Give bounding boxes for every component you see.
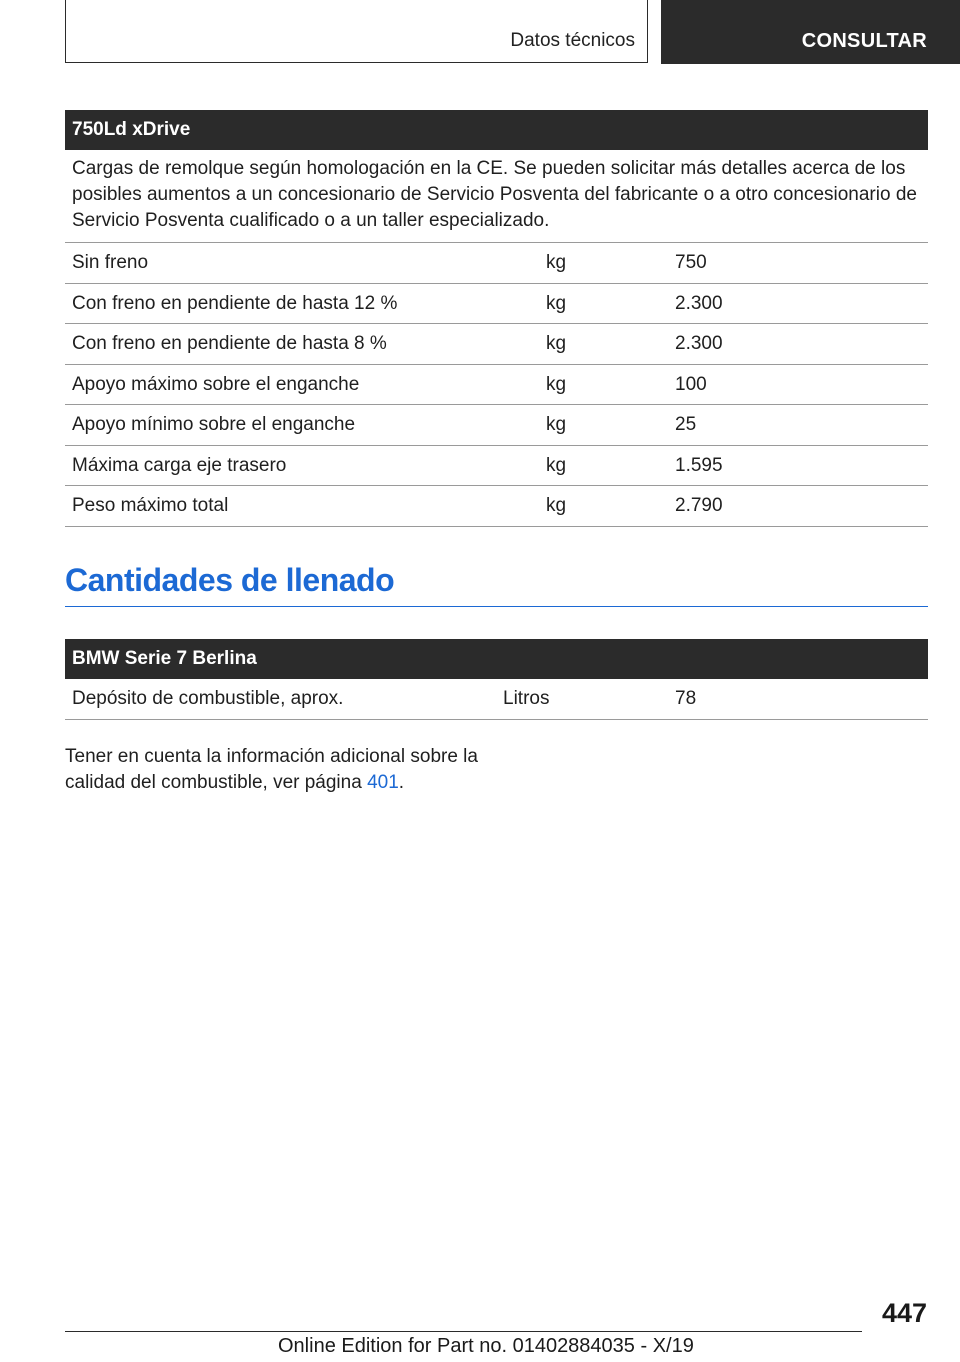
row-unit: kg: [546, 292, 567, 314]
table-row: [65, 486, 928, 527]
row-label: Con freno en pendiente de hasta 12 %: [72, 292, 398, 314]
row-label: Máxima carga eje trasero: [72, 454, 287, 476]
row-unit: kg: [546, 373, 567, 395]
row-value: 2.300: [675, 292, 723, 314]
row-unit: kg: [546, 414, 567, 435]
row-value: 2.300: [675, 333, 723, 354]
row-value: 25: [675, 414, 697, 435]
section-title: Cantidades de llenado: [65, 562, 928, 607]
header-tab-label: CONSULTAR: [801, 30, 927, 52]
row-value: 2.790: [675, 495, 723, 516]
table-row: [65, 284, 928, 325]
footer-edition: Online Edition for Part no. 01402884035 - X/19: [278, 1335, 694, 1357]
row-unit: kg: [546, 333, 567, 354]
table-row: [65, 446, 928, 487]
row-unit: kg: [546, 454, 567, 476]
table-title: BMW Serie 7 Berlina: [65, 639, 928, 679]
page-number: 447: [881, 1298, 927, 1328]
footer-divider: [65, 1331, 862, 1332]
row-unit: Litros: [503, 688, 550, 709]
table-row: [65, 324, 928, 365]
note-text: Tener en cuenta la información adicional sobre la calidad del combustible, ver página: [65, 746, 478, 793]
note-end: .: [398, 772, 405, 793]
table-row: [65, 405, 928, 446]
row-label: Apoyo mínimo sobre el enganche: [72, 414, 356, 435]
fill-quantities-table: [65, 639, 928, 720]
trailer-load-table: [65, 110, 928, 527]
row-label: Con freno en pendiente de hasta 8 %: [72, 333, 387, 354]
header-section-box: [65, 0, 648, 63]
row-value: 100: [675, 373, 707, 395]
row-label: Apoyo máximo sobre el enganche: [72, 373, 360, 395]
row-label: Sin freno: [72, 252, 149, 273]
row-value: 750: [675, 252, 707, 273]
row-label: Peso máximo total: [72, 495, 229, 516]
table-row: [65, 365, 928, 406]
table-row: [65, 243, 928, 284]
header-section-title: Datos técnicos: [510, 30, 635, 51]
row-unit: kg: [546, 252, 567, 273]
page-reference-link[interactable]: 401: [367, 772, 399, 793]
row-unit: kg: [546, 495, 567, 516]
row-label: Depósito de combustible, aprox.: [72, 688, 344, 709]
row-value: 1.595: [675, 454, 723, 476]
table-row: [65, 679, 928, 720]
table-description: Cargas de remolque según homologación en la CE. Se pueden solicitar más detalles acerca de los posibles aumentos a un concesionario de Servicio Posventa del fabricante o a otro concesionario de Servicio Posventa cualificado o a un taller especializado.: [65, 150, 928, 243]
header-tab-consultar[interactable]: [661, 0, 960, 64]
table-title: 750Ld xDrive: [65, 110, 928, 150]
fuel-quality-note: [65, 744, 505, 796]
row-value: 78: [675, 688, 697, 709]
